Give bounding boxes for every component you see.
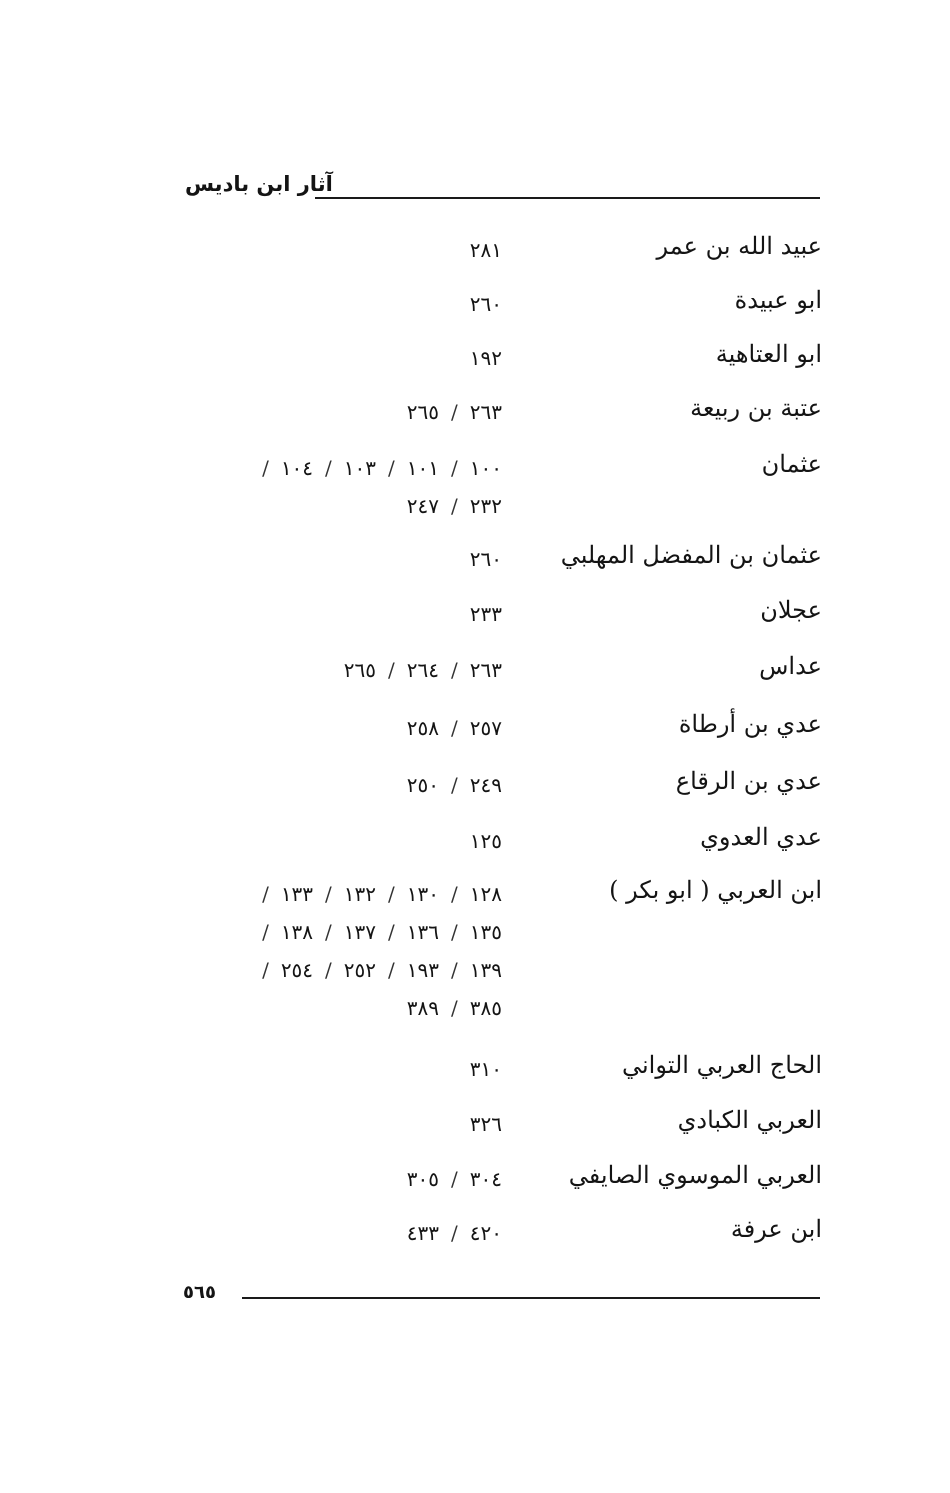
page-line	[172, 400, 502, 424]
page-number: ٥٦٥	[183, 1282, 216, 1303]
entry-name: الحاج العربي التواني	[622, 1051, 822, 1079]
separator-slash: /	[451, 658, 458, 682]
page-reference: ٣٨٥	[469, 996, 502, 1020]
separator-slash: /	[451, 1167, 458, 1191]
separator-slash: /	[451, 882, 458, 906]
page-line	[172, 773, 502, 797]
separator-slash: /	[262, 456, 269, 480]
page-line	[172, 882, 502, 906]
page-reference: ١٣٢	[343, 882, 377, 906]
page-reference: ٢٦٥	[343, 658, 377, 682]
page-line	[172, 1221, 502, 1245]
entry-name: عثمان	[761, 450, 822, 478]
page-reference: ٣٢٦	[469, 1112, 502, 1136]
page-reference: ٣٠٤	[469, 1167, 502, 1191]
separator-slash: /	[388, 958, 395, 982]
page-reference: ١٠٠	[469, 456, 502, 480]
page-reference: ١٣٠	[406, 882, 440, 906]
page-reference: ٢٦٥	[406, 400, 440, 424]
entry-name: عثمان بن المفضل المهلبي	[560, 541, 822, 569]
page-line	[172, 658, 502, 682]
separator-slash: /	[325, 456, 332, 480]
page-line	[172, 996, 502, 1020]
separator-slash: /	[262, 882, 269, 906]
page-reference: ١٣٩	[469, 958, 502, 982]
separator-slash: /	[451, 400, 458, 424]
entry-name: عدي بن الرقاع	[675, 767, 822, 795]
page-reference: ١٠٤	[280, 456, 314, 480]
entry-name: عدي بن أرطاة	[678, 710, 822, 738]
separator-slash: /	[451, 494, 458, 518]
entry-name: ابن العربي ( ابو بكر )	[609, 876, 822, 904]
entry-name: ابن عرفة	[730, 1215, 822, 1243]
separator-slash: /	[388, 920, 395, 944]
page-reference: ١٩٢	[469, 346, 502, 370]
page-reference: ١٣٦	[406, 920, 440, 944]
page-line	[172, 547, 502, 571]
page-reference: ١٠٣	[343, 456, 377, 480]
separator-slash: /	[451, 456, 458, 480]
entry-name: ابو العتاهية	[715, 340, 822, 368]
header-rule	[315, 197, 820, 199]
page-reference: ١٢٥	[469, 829, 502, 853]
page-line	[172, 716, 502, 740]
separator-slash: /	[451, 1221, 458, 1245]
separator-slash: /	[451, 920, 458, 944]
page-line	[172, 346, 502, 370]
entry-name: العربي الموسوي الصايفي	[568, 1161, 822, 1189]
separator-slash: /	[451, 996, 458, 1020]
page-line	[172, 1112, 502, 1136]
page-reference: ٤٢٠	[469, 1221, 502, 1245]
page-reference: ٢٦٤	[406, 658, 440, 682]
separator-slash: /	[262, 958, 269, 982]
separator-slash: /	[388, 658, 395, 682]
entry-name: العربي الكبادي	[677, 1106, 822, 1134]
page-line	[172, 292, 502, 316]
separator-slash: /	[451, 716, 458, 740]
separator-slash: /	[325, 920, 332, 944]
page-line	[172, 829, 502, 853]
separator-slash: /	[388, 456, 395, 480]
page-reference: ٣٠٥	[406, 1167, 440, 1191]
entry-name: عجلان	[760, 596, 822, 624]
page-line	[172, 1167, 502, 1191]
separator-slash: /	[262, 920, 269, 944]
page-line	[172, 920, 502, 944]
page-reference: ٢٥٢	[343, 958, 377, 982]
footer-rule	[242, 1297, 820, 1299]
page-reference: ٢٦٠	[469, 547, 502, 571]
page-reference: ١٣٨	[280, 920, 314, 944]
page-line	[172, 456, 502, 480]
entry-name: عداس	[759, 652, 822, 680]
page-reference: ٢٣٣	[469, 602, 502, 626]
page-reference: ١٢٨	[469, 882, 502, 906]
page-reference: ٢٦٠	[469, 292, 502, 316]
page-reference: ١٣٧	[343, 920, 377, 944]
page-reference: ١٣٣	[280, 882, 314, 906]
page-reference: ٢٤٩	[469, 773, 502, 797]
page-reference: ٢٨١	[469, 238, 502, 262]
page-line	[172, 494, 502, 518]
page-reference: ٢٥٠	[406, 773, 440, 797]
separator-slash: /	[451, 958, 458, 982]
page-reference: ١٩٣	[406, 958, 440, 982]
page-reference: ٢٦٣	[469, 400, 502, 424]
page-reference: ٢٤٧	[406, 494, 440, 518]
separator-slash: /	[388, 882, 395, 906]
page-reference: ٤٣٣	[406, 1221, 440, 1245]
entry-name: ابو عبيدة	[734, 286, 822, 314]
page-reference: ٢٥٤	[280, 958, 314, 982]
entry-name: عدي العدوي	[700, 823, 822, 851]
separator-slash: /	[451, 773, 458, 797]
page-reference: ٣١٠	[469, 1057, 502, 1081]
entry-name: عتبة بن ربيعة	[690, 394, 822, 422]
page-reference: ٢٦٣	[469, 658, 502, 682]
page-line	[172, 238, 502, 262]
page-line	[172, 602, 502, 626]
page-reference: ٢٥٧	[469, 716, 502, 740]
page-reference: ٢٥٨	[406, 716, 440, 740]
page-line	[172, 958, 502, 982]
page-line	[172, 1057, 502, 1081]
page-reference: ١٠١	[406, 456, 440, 480]
entry-name: عبيد الله بن عمر	[656, 232, 822, 260]
separator-slash: /	[325, 882, 332, 906]
separator-slash: /	[325, 958, 332, 982]
page-reference: ٢٣٢	[469, 494, 502, 518]
running-header-title: آثار ابن باديس	[185, 172, 333, 196]
page-reference: ١٣٥	[469, 920, 502, 944]
page-reference: ٣٨٩	[406, 996, 440, 1020]
